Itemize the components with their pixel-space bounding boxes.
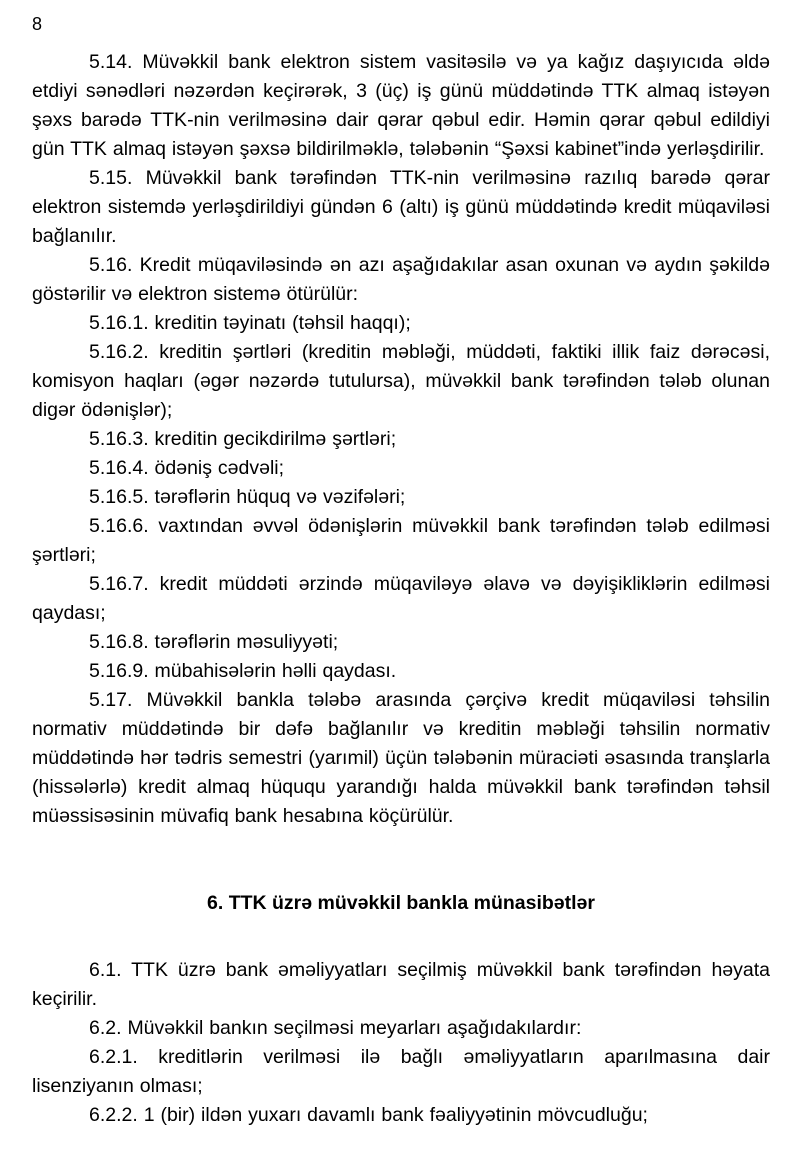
section-6-heading: 6. TTK üzrə müvəkkil bankla münasibətlər: [207, 892, 595, 914]
paragraph-6-2-2: 6.2.2. 1 (bir) ildən yuxarı davamlı bank fəaliyyətinin mövcudluğu;: [89, 1104, 648, 1126]
paragraph-5-14: 5.14. Müvəkkil bank elektron sistem vasitəsilə və ya kağız daşıyıcıda əldə etdiyi sənədləri nəzərdən keçirərək, 3 (üç) iş günü müddətində TTK almaq istəyən şəxs barədə TTK-nin verilməsinə dair qərar qəbul edir. Həmin qərar qəbul edildiyi gün TTK almaq istəyən şəxsə bildirilməklə, tələbənin “Şəxsi kabinet”ində yerləşdirilir.: [32, 51, 770, 160]
page-number: 8: [32, 14, 43, 34]
paragraph-5-16-1: 5.16.1. kreditin təyinatı (təhsil haqqı);: [89, 312, 411, 334]
paragraph-5-16-3: 5.16.3. kreditin gecikdirilmə şərtləri;: [89, 428, 397, 450]
paragraph-5-17: 5.17. Müvəkkil bankla tələbə arasında çərçivə kredit müqaviləsi təhsilin normativ müddətində bir dəfə bağlanılır və kreditin məbləği təhsilin normativ müddətində hər tədris semestri (yarımil) üçün tələbənin müraciəti əsasında tranşlarla (hissələrlə) kredit almaq hüququ yarandığı halda müvəkkil bank tərəfindən təhsil müəssisəsinin müvafiq bank hesabına köçürülür.: [32, 689, 770, 827]
paragraph-5-16: 5.16. Kredit müqaviləsində ən azı aşağıdakılar asan oxunan və aydın şəkildə göstərilir və elektron sistemə ötürülür:: [32, 254, 770, 305]
paragraph-5-16-5: 5.16.5. tərəflərin hüquq və vəzifələri;: [89, 486, 406, 508]
paragraph-6-1: 6.1. TTK üzrə bank əməliyyatları seçilmiş müvəkkil bank tərəfindən həyata keçirilir.: [32, 959, 770, 1010]
paragraph-5-16-9: 5.16.9. mübahisələrin həlli qaydası.: [89, 660, 397, 682]
paragraph-6-2: 6.2. Müvəkkil bankın seçilməsi meyarları aşağıdakılardır:: [89, 1017, 582, 1039]
paragraph-5-15: 5.15. Müvəkkil bank tərəfindən TTK-nin verilməsinə razılıq barədə qərar elektron sistemdə yerləşdirildiyi gündən 6 (altı) iş günü müddətində kredit müqaviləsi bağlanılır.: [32, 167, 770, 247]
paragraph-5-16-8: 5.16.8. tərəflərin məsuliyyəti;: [89, 631, 339, 653]
paragraph-6-2-1: 6.2.1. kreditlərin verilməsi ilə bağlı əməliyyatların aparılmasına dair lisenziyanın olması;: [32, 1046, 770, 1097]
paragraph-5-16-6: 5.16.6. vaxtından əvvəl ödənişlərin müvəkkil bank tərəfindən tələb edilməsi şərtləri;: [32, 515, 770, 566]
paragraph-5-16-2: 5.16.2. kreditin şərtləri (kreditin məbləği, müddəti, faktiki illik faiz dərəcəsi, komisyon haqları (əgər nəzərdə tutulursa), müvəkkil bank tərəfindən tələb olunan digər ödənişlər);: [32, 341, 770, 421]
paragraph-5-16-7: 5.16.7. kredit müddəti ərzində müqaviləyə əlavə və dəyişikliklərin edilməsi qaydası;: [32, 573, 770, 624]
paragraph-5-16-4: 5.16.4. ödəniş cədvəli;: [89, 457, 285, 479]
